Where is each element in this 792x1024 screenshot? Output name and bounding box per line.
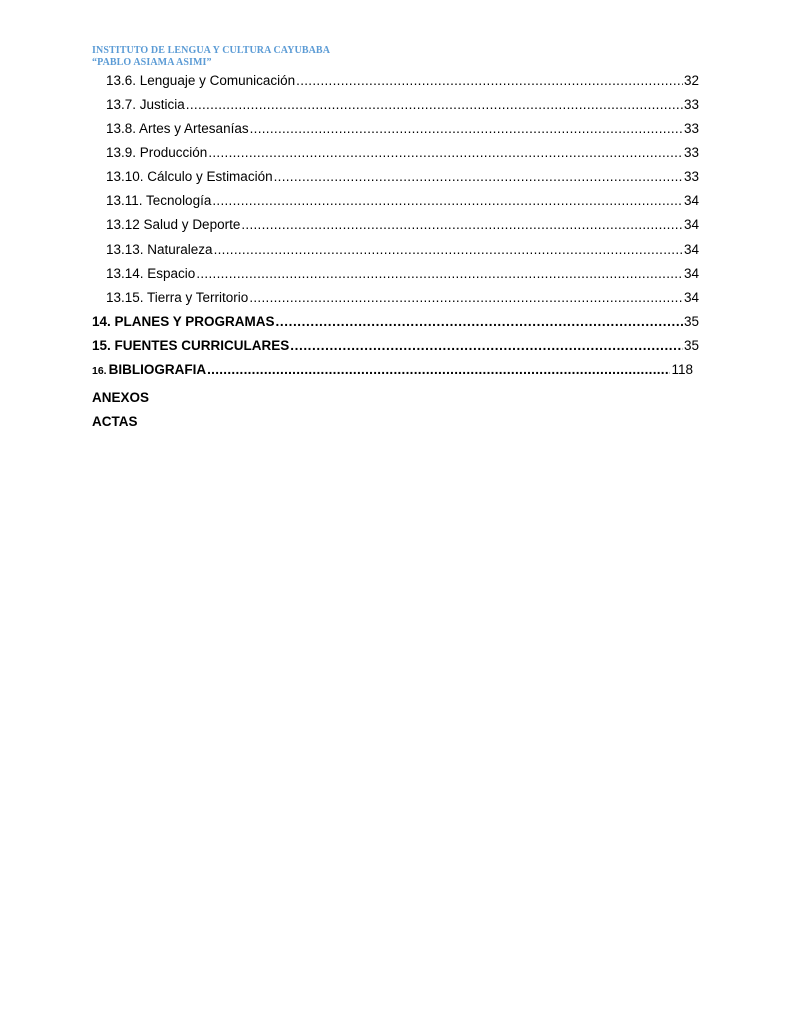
dot-leader bbox=[249, 290, 683, 306]
toc-entry[interactable] bbox=[106, 97, 699, 113]
toc-entry-page: 33 bbox=[683, 145, 699, 160]
toc-section-page: 35 bbox=[683, 314, 699, 329]
toc-bibliography-page: 118 bbox=[671, 362, 693, 377]
dot-leader bbox=[250, 121, 683, 137]
dot-leader bbox=[208, 145, 683, 161]
dot-leader bbox=[186, 97, 683, 113]
toc-entry-label: 13.9. Producción bbox=[106, 145, 208, 160]
toc-entry-label: 13.14. Espacio bbox=[106, 266, 196, 281]
toc-entry-label: 13.6. Lenguaje y Comunicación bbox=[106, 73, 296, 88]
toc-entry-label: 13.11. Tecnología bbox=[106, 193, 212, 208]
dot-leader bbox=[276, 314, 683, 330]
toc-entry[interactable] bbox=[106, 121, 699, 137]
toc-entry-page: 33 bbox=[683, 121, 699, 136]
toc-entry[interactable] bbox=[106, 290, 699, 306]
toc-section-page: 35 bbox=[683, 338, 699, 353]
toc-entry-page: 34 bbox=[683, 193, 699, 208]
dot-leader bbox=[214, 242, 683, 258]
toc-bibliography-label: BIBLIOGRAFIA bbox=[108, 362, 207, 377]
toc-entry-page: 34 bbox=[683, 290, 699, 305]
toc-section-label: 15. FUENTES CURRICULARES bbox=[92, 338, 290, 353]
header-institute: INSTITUTO DE LENGUA Y CULTURA CAYUBABA bbox=[92, 45, 331, 56]
toc-entry[interactable] bbox=[106, 73, 699, 89]
toc-entry-label: 13.13. Naturaleza bbox=[106, 242, 213, 257]
document-header bbox=[92, 45, 330, 69]
toc-entry-page: 34 bbox=[683, 217, 699, 232]
dot-leader bbox=[207, 362, 670, 378]
toc-actas[interactable]: ACTAS bbox=[92, 414, 138, 429]
toc-entry-label: 13.15. Tierra y Territorio bbox=[106, 290, 249, 305]
toc-section-entry[interactable] bbox=[92, 314, 699, 330]
toc-section-label: 14. PLANES Y PROGRAMAS bbox=[92, 314, 275, 329]
toc-entry[interactable] bbox=[106, 193, 699, 209]
toc-entry-label: 13.12 Salud y Deporte bbox=[106, 217, 241, 232]
toc-entry-label: 13.8. Artes y Artesanías bbox=[106, 121, 249, 136]
dot-leader bbox=[290, 338, 683, 354]
toc-entry[interactable] bbox=[106, 217, 699, 233]
dot-leader bbox=[196, 266, 683, 282]
toc-entry-page: 34 bbox=[683, 266, 699, 281]
toc-entry[interactable] bbox=[106, 242, 699, 258]
toc-entry-page: 34 bbox=[683, 242, 699, 257]
dot-leader bbox=[274, 169, 683, 185]
dot-leader bbox=[241, 217, 683, 233]
toc-section-entry[interactable] bbox=[92, 338, 699, 354]
toc-entry-label: 13.10. Cálculo y Estimación bbox=[106, 169, 273, 184]
toc-entry[interactable] bbox=[106, 266, 699, 282]
header-name: “PABLO ASIAMA ASIMI” bbox=[92, 57, 212, 68]
toc-anexos[interactable]: ANEXOS bbox=[92, 390, 150, 405]
toc-entry-label: 13.7. Justicia bbox=[106, 97, 185, 112]
dot-leader bbox=[212, 193, 683, 209]
toc-entry[interactable] bbox=[106, 169, 699, 185]
toc-entry-page: 32 bbox=[683, 73, 699, 88]
toc-entry-page: 33 bbox=[683, 169, 699, 184]
toc-entry[interactable] bbox=[106, 145, 699, 161]
dot-leader bbox=[296, 73, 683, 89]
toc-entry-page: 33 bbox=[683, 97, 699, 112]
toc-bibliography-number: 16. bbox=[92, 365, 107, 377]
toc-bibliography-entry[interactable] bbox=[92, 362, 693, 379]
